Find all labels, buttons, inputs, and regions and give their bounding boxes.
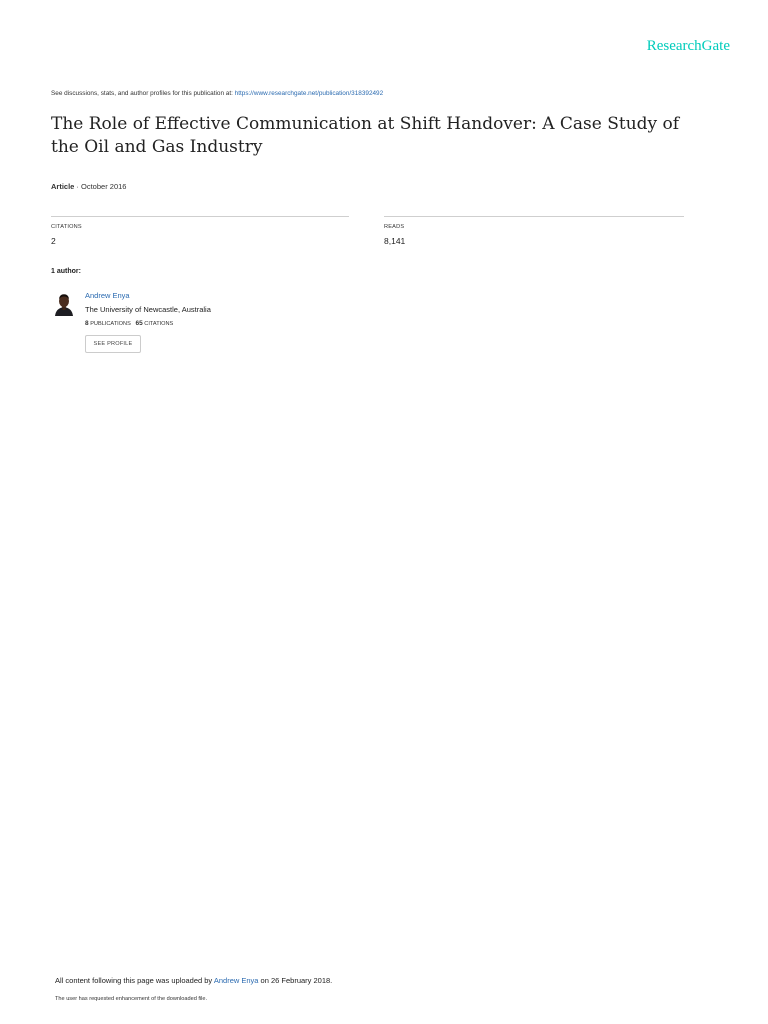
see-profile-button[interactable]: SEE PROFILE <box>85 335 141 353</box>
researchgate-logo[interactable]: ResearchGate <box>646 38 730 54</box>
author-citations-count: 65 <box>135 320 143 327</box>
upload-suffix: on 26 February 2018. <box>258 976 333 985</box>
discussion-line <box>51 90 383 97</box>
publication-date: October 2016 <box>81 182 127 191</box>
upload-note <box>55 976 332 985</box>
reads-divider <box>384 216 684 217</box>
reads-label: READS <box>384 224 405 230</box>
publication-link[interactable]: https://www.researchgate.net/publication/318392492 <box>234 90 384 97</box>
upload-prefix: All content following this page was uploaded by <box>55 976 214 985</box>
avatar-portrait-icon <box>54 291 74 316</box>
citations-divider <box>51 216 349 217</box>
author-publications-count: 8 <box>85 320 89 327</box>
citations-label: CITATIONS <box>51 224 82 230</box>
author-stats <box>85 320 173 327</box>
author-name-link[interactable]: Andrew Enya <box>85 291 130 300</box>
publication-type: Article <box>51 182 75 191</box>
uploader-link[interactable]: Andrew Enya <box>213 976 259 985</box>
enhancement-note: The user has requested enhancement of the downloaded file. <box>55 996 208 1002</box>
author-publications-label: PUBLICATIONS <box>90 321 131 327</box>
citations-value: 2 <box>51 236 56 246</box>
author-avatar[interactable] <box>54 291 74 316</box>
discussion-text: See discussions, stats, and author profiles for this publication at: <box>51 90 235 97</box>
authors-heading: 1 author: <box>51 268 81 275</box>
reads-value: 8,141 <box>384 236 406 246</box>
publication-title: The Role of Effective Communication at Shift Handover: A Case Study of the Oil and Gas Industry <box>51 114 680 157</box>
publication-meta: Article · October 2016 <box>51 182 127 191</box>
author-institution: The University of Newcastle, Australia <box>85 305 211 314</box>
author-citations-label: CITATIONS <box>144 321 174 327</box>
